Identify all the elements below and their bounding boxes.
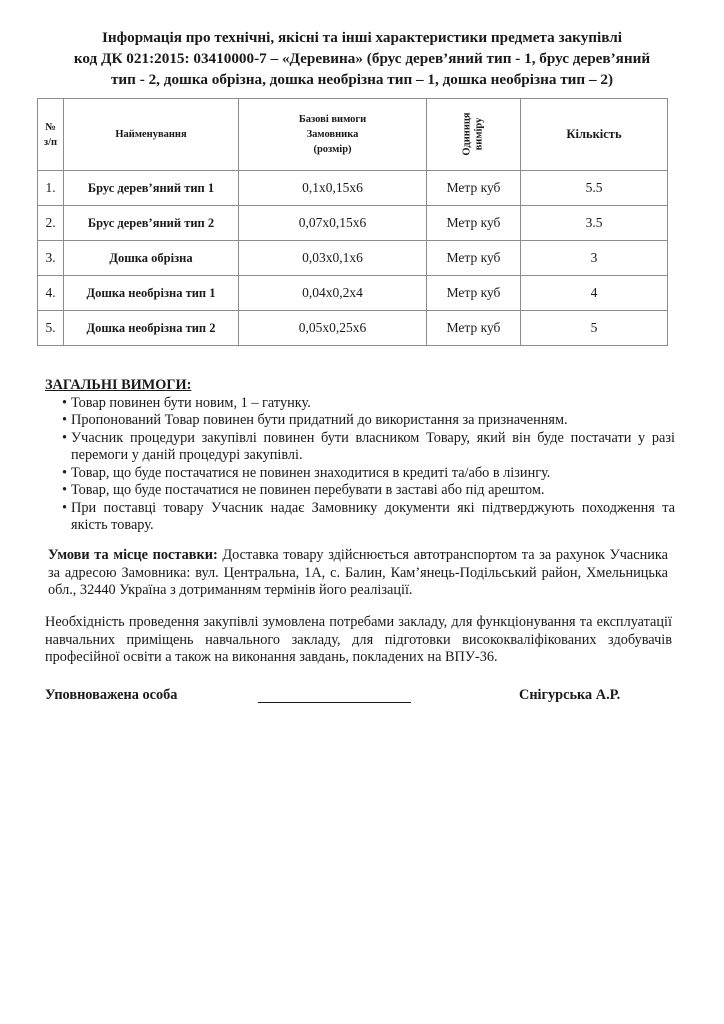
row-name: Дошка обрізна [64, 241, 239, 276]
table-row [38, 241, 668, 276]
header-num: № з/п [38, 99, 64, 171]
row-num: 5. [38, 311, 64, 346]
row-size: 0,03х0,1х6 [239, 241, 427, 276]
row-size: 0,04х0,2х4 [239, 276, 427, 311]
table-header-row [38, 99, 668, 171]
table-row [38, 171, 668, 206]
delivery-terms [48, 547, 668, 600]
row-qty: 4 [521, 276, 668, 311]
list-item: • Товар повинен бути новим, 1 – гатунку. [45, 395, 675, 413]
table-row [38, 276, 668, 311]
row-name: Брус дерев’яний тип 1 [64, 171, 239, 206]
header-unit: Одиниця виміру [427, 99, 521, 171]
row-name: Дошка необрізна тип 2 [64, 311, 239, 346]
header-quantity: Кількість [521, 99, 668, 171]
signature-line [258, 702, 411, 703]
row-unit: Метр куб [427, 276, 521, 311]
row-size: 0,07х0,15х6 [239, 206, 427, 241]
row-num: 4. [38, 276, 64, 311]
procurement-necessity: Необхідність проведення закупівлі зумовлена потребами закладу, для функціонування та експлуатації навчальних приміщень навчального закладу, для підготовки висококваліфікованих здобувачів професійної освіти а також на виконання завдань, покладених на ВПУ-36. [45, 614, 672, 665]
delivery-label: Умови та місце поставки: [48, 547, 218, 563]
requirements-list [45, 395, 675, 535]
row-size: 0,1х0,15х6 [239, 171, 427, 206]
list-item: • Товар, що буде постачатися не повинен знаходитися в кредиті та/або в лізингу. [45, 465, 675, 483]
row-name: Брус дерев’яний тип 2 [64, 206, 239, 241]
row-qty: 5.5 [521, 171, 668, 206]
row-qty: 3 [521, 241, 668, 276]
general-requirements-heading: ЗАГАЛЬНІ ВИМОГИ: [45, 377, 192, 393]
row-num: 3. [38, 241, 64, 276]
row-num: 1. [38, 171, 64, 206]
table-row [38, 311, 668, 346]
row-unit: Метр куб [427, 171, 521, 206]
title-line-2: код ДК 021:2015: 03410000-7 – «Деревина» (брус дерев’яний тип - 1, брус дерев’яний [73, 50, 651, 67]
row-name: Дошка необрізна тип 1 [64, 276, 239, 311]
header-requirements: Базові вимоги Замовника (розмір) [239, 99, 427, 171]
delivery-text: Доставка товару здійснюється автотранспортом та за рахунок Учасника за адресою Замовника: вул. Центральна, 1А, с. Балин, Кам’янець-Подільський район, Хмельницька обл., 32440 Україна з дотриманням термінів його реалізації. [48, 547, 668, 598]
table-row [38, 206, 668, 241]
row-qty: 5 [521, 311, 668, 346]
document-title [30, 27, 694, 90]
row-size: 0,05х0,25х6 [239, 311, 427, 346]
signature-name: Снігурська А.Р. [519, 687, 621, 703]
specification-table [37, 98, 668, 346]
row-num: 2. [38, 206, 64, 241]
title-line-1: Інформація про технічні, якісні та інші характеристики предмета закупівлі [101, 29, 623, 46]
row-qty: 3.5 [521, 206, 668, 241]
list-item: • При поставці товару Учасник надає Замовнику документи які підтверджують походження та якість товару. [45, 500, 675, 535]
general-requirements [45, 377, 675, 535]
list-item: • Учасник процедури закупівлі повинен бути власником Товару, який він буде постачати у разі перемоги у даній процедурі закупівлі. [45, 430, 675, 465]
header-name: Найменування [64, 99, 239, 171]
list-item: • Пропонований Товар повинен бути придатний до використання за призначенням. [45, 412, 675, 430]
row-unit: Метр куб [427, 206, 521, 241]
title-line-3: тип - 2, дошка обрізна, дошка необрізна тип – 1, дошка необрізна тип – 2) [110, 71, 614, 88]
signature-role: Уповноважена особа [45, 687, 178, 703]
list-item: • Товар, що буде постачатися не повинен перебувати в заставі або під арештом. [45, 482, 675, 500]
row-unit: Метр куб [427, 311, 521, 346]
row-unit: Метр куб [427, 241, 521, 276]
